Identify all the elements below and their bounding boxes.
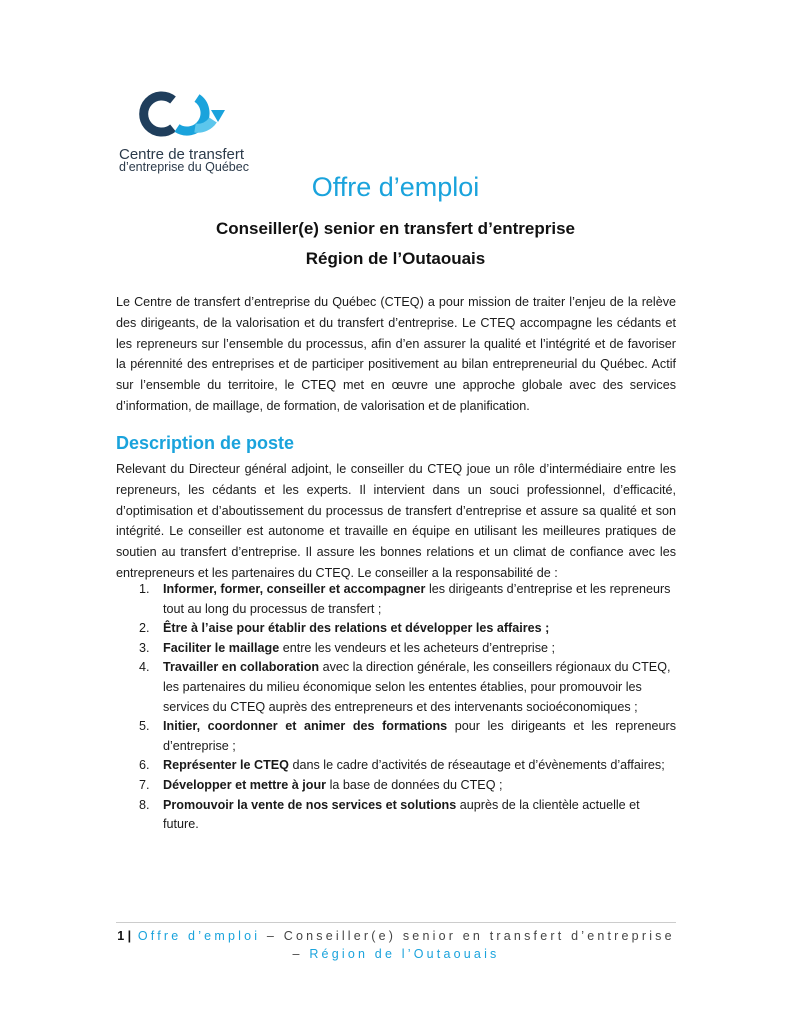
list-item: 3. Faciliter le maillage entre les vendeurs et les acheteurs d’entreprise ;: [139, 640, 556, 655]
list-item: 6. Représenter le CTEQ dans le cadre d’activités de réseautage et d’évènements d’affaires;: [139, 758, 665, 773]
list-item: 7. Développer et mettre à jour la base de données du CTEQ ;: [139, 777, 503, 792]
list-item: 5. Initier, coordonner et animer des formations pour les dirigeants et les repreneurs d’entreprise ;: [139, 719, 676, 753]
cteq-logo: [117, 88, 257, 178]
page-title: Offre d’emploi: [311, 172, 480, 202]
description-paragraph: Relevant du Directeur général adjoint, le conseiller du CTEQ joue un rôle d’intermédiaire entre les repreneurs, les cédants et les experts. Il intervient dans un souci professionnel, d’efficacité, d’optimisation et d’aboutissement du processus de transfert d’entreprise et assure sa qualité et son intégrité. Le conseiller est autonome et travaille en équipe en utilisant les meilleures pratiques de soutien au transfert d’entreprise. Il assure les bonnes relations et un climat de confiance avec les entrepreneurs et les partenaires du CTEQ. Le conseiller a la responsabilité de :: [116, 462, 676, 580]
page-footer: [116, 927, 676, 963]
footer-region: Région de l’Outaouais: [309, 947, 500, 961]
logo-text-line1: Centre de transfert: [119, 146, 245, 163]
job-region: Région de l’Outaouais: [305, 249, 486, 268]
list-item: 1. Informer, former, conseiller et accompagner les dirigeants d’entreprise et les repreneurs tout au long du processus de transfert ;: [139, 582, 671, 616]
list-item: 2. Être à l’aise pour établir des relations et développer les affaires ;: [139, 621, 550, 636]
duties-list: [116, 580, 676, 835]
list-item: 4. Travailler en collaboration avec la direction générale, les conseillers régionaux du CTEQ, les partenaires du milieu économique selon les ententes établies, pour promouvoir les services du CTEQ auprès des entrepreneurs et des intervenants socioéconomiques ;: [139, 660, 671, 714]
footer-label: Offre d’emploi: [137, 929, 261, 943]
cteq-logo-mark-icon: [137, 88, 229, 140]
footer-job-title: – Conseiller(e) senior en transfert d’entreprise –: [260, 929, 675, 961]
page-number: 1 |: [117, 929, 132, 943]
logo-text-line2: d’entreprise du Québec: [119, 160, 249, 174]
list-item: 8. Promouvoir la vente de nos services et solutions auprès de la clientèle actuelle et future.: [139, 797, 640, 832]
intro-paragraph: Le Centre de transfert d’entreprise du Québec (CTEQ) a pour mission de traiter l’enjeu de la relève des dirigeants, de la valorisation et du transfert d’entreprise. Le CTEQ accompagne les cédants et les repreneurs sur l’ensemble du processus, afin d’en assurer la qualité et l’intégrité et de favoriser la pérennité des entreprises et de participer positivement au bilan entrepreneurial du Québec. Actif sur l’ensemble du territoire, le CTEQ met en œuvre une approche globale avec des services d’information, de maillage, de formation, de valorisation et de planification.: [116, 295, 676, 413]
job-title: Conseiller(e) senior en transfert d’entreprise: [216, 219, 575, 238]
footer-divider: [116, 922, 676, 923]
section-heading: Description de poste: [116, 433, 295, 453]
